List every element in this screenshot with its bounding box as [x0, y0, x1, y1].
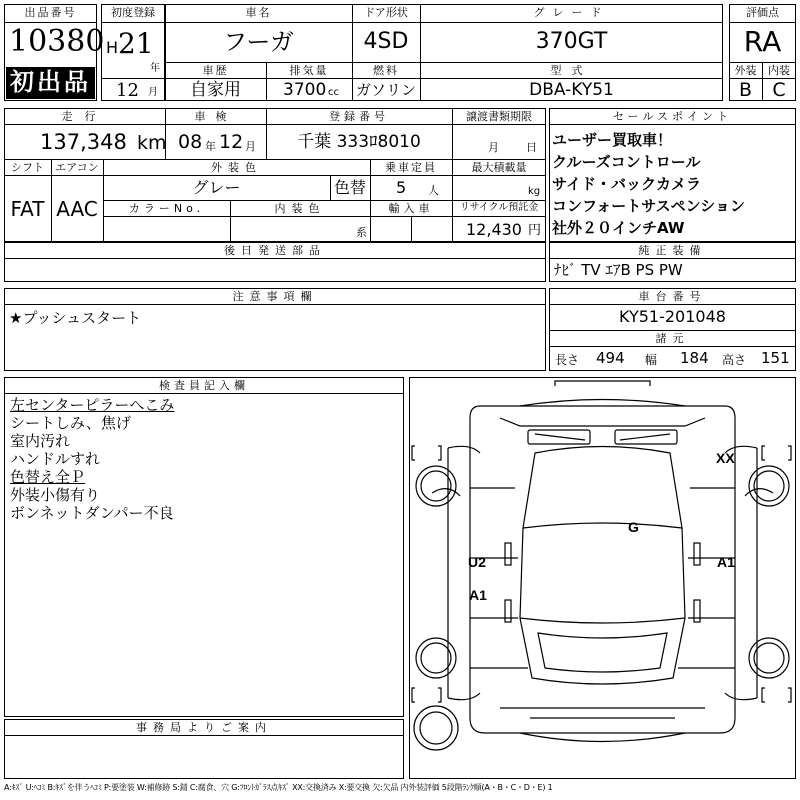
int-color-header: 内装色 [274, 202, 326, 215]
displacement-unit: cc [328, 87, 339, 98]
inspector-line: 色替え全Ｐ [10, 468, 86, 486]
aircon-header: エアコン [55, 161, 99, 174]
score-header: 評価点 [746, 6, 779, 19]
width-value: 184 [680, 349, 709, 367]
reg-year: 21 [118, 27, 154, 60]
first-listing-label: 初出品 [10, 68, 91, 96]
inspection-year: 08 [178, 131, 203, 153]
fuel: ガソリン [355, 81, 416, 99]
exterior-score: B [738, 79, 753, 101]
sales-point: クルーズコントロール [552, 153, 701, 171]
inspector-line: 外装小傷有り [10, 486, 101, 504]
recycle-unit: 円 [528, 223, 542, 238]
mark-left-rear-door: U2 [468, 554, 486, 570]
car-name: フーガ [223, 28, 294, 56]
color-no-header: カラーNo. [128, 202, 205, 215]
capacity-header: 乗車定員 [385, 161, 437, 174]
inspection-year-unit: 年 [205, 140, 216, 153]
sales-points-list [552, 129, 745, 239]
sales-points-header: セールスポイント [612, 110, 732, 123]
first-registration-header: 初度登録 [111, 6, 155, 19]
aircon-value: AAC [56, 197, 98, 221]
interior-score: C [772, 79, 786, 101]
door-header: ドア形状 [364, 6, 408, 19]
inspector-line: ハンドルすれ [10, 450, 101, 468]
reg-era: H [106, 38, 119, 57]
sales-point: 社外２０インチAW [552, 219, 685, 237]
exterior-header: 外装 [734, 64, 757, 77]
registration-header: 登録番号 [329, 110, 389, 123]
notes-header: 注意事項欄 [232, 290, 318, 303]
inspector-header: 検査員記入欄 [159, 379, 249, 392]
grade: 370GT [535, 29, 608, 54]
later-parts-header: 後日発送部品 [224, 244, 326, 257]
height-value: 151 [761, 349, 790, 367]
mileage-header: 走行 [61, 110, 108, 123]
displacement: 3700 [283, 80, 327, 100]
recycle-header: リサイクル預託金 [459, 202, 539, 213]
mark-body-center: G [628, 519, 639, 535]
sales-point: コンフォートサスペンション [552, 197, 745, 215]
chassis-number: KY51-201048 [619, 307, 726, 326]
office-notice-header: 事務局よりご案内 [136, 721, 272, 734]
color-change-label: 色替 [333, 178, 366, 197]
grade-header: グレード [533, 6, 610, 19]
mark-left-rear: A1 [469, 587, 487, 603]
displacement-header: 排気量 [289, 64, 329, 77]
history-header: 車歴 [202, 64, 229, 77]
int-color-unit: 系 [356, 226, 367, 239]
car-diagram [409, 377, 796, 779]
shift-value: FAT [10, 197, 45, 221]
inspection-header: 車検 [194, 110, 237, 123]
import-header: 輸入車 [388, 202, 434, 215]
capacity-value: 5 [396, 178, 407, 197]
inspector-line: 左センターピラーへこみ [10, 396, 175, 414]
model-code-header: 型式 [550, 64, 593, 77]
lot-number: 10380 [9, 24, 105, 59]
sales-point: サイド・バックカメラ [552, 175, 701, 193]
genuine-equipment-header: 純正装備 [638, 244, 707, 257]
reg-year-unit: 年 [150, 63, 160, 74]
mileage-unit: km [137, 132, 167, 154]
specs-header: 諸元 [655, 332, 690, 345]
ext-color-header: 外装色 [211, 161, 262, 174]
inspector-line: ボンネットダンパー不良 [10, 504, 174, 522]
notes-value: ★プッシュスタート [9, 309, 142, 327]
recycle-value: 12,430 [466, 220, 522, 239]
lot-number-header: 出品番号 [24, 6, 77, 19]
shift-header: シフト [11, 161, 44, 174]
reg-month-unit: 月 [148, 87, 158, 98]
interior-header: 内装 [768, 64, 790, 77]
inspector-line: 室内汚れ [10, 432, 71, 450]
sales-point: ユーザー買取車！ [552, 131, 673, 149]
inspection-month-unit: 月 [245, 140, 256, 153]
fuel-header: 燃料 [373, 64, 399, 77]
registration-number: 千葉 333ﾛ8010 [297, 132, 421, 152]
max-load-unit: kg [528, 186, 541, 197]
model-code: DBA-KY51 [529, 80, 614, 100]
car-name-header: 車名 [245, 6, 272, 19]
overall-score: RA [743, 25, 782, 58]
history: 自家用 [190, 80, 241, 100]
genuine-equipment-value: ﾅﾋﾞ TV ｴｱB PS PW [554, 261, 683, 279]
height-label: 高さ [722, 353, 747, 367]
mark-roof: XX [716, 450, 735, 466]
inspector-line: シートしみ、焦げ [10, 414, 131, 432]
legend: A:ｷｽﾞ U:ﾍｺﾐ B:ｷｽﾞを伴うﾍｺﾐ P:要塗装 W:補修跡 S:錆 C:腐食、穴 G:ﾌﾛﾝﾄｶﾞﾗｽ点ｷｽﾞ XX:交換済み X:要交換 欠:欠品 内外装評価 5段階ﾗﾝｸ順(A・B・C・D・E) 1 [4, 783, 553, 792]
transfer-day-unit: 日 [526, 141, 537, 154]
mileage-value: 137,348 [40, 130, 127, 154]
mark-right-door: A1 [717, 554, 735, 570]
ext-color-value: グレー [192, 178, 241, 197]
length-label: 長さ [555, 353, 580, 367]
inspection-month: 12 [219, 131, 244, 153]
max-load-header: 最大積載量 [471, 161, 527, 174]
transfer-header: 譲渡書類期限 [466, 110, 532, 123]
capacity-unit: 人 [428, 184, 439, 197]
reg-month: 12 [116, 80, 139, 101]
inspector-list [10, 396, 174, 522]
chassis-header: 車台番号 [638, 290, 707, 303]
length-value: 494 [596, 349, 625, 367]
width-label: 幅 [645, 353, 658, 367]
door-type: 4SD [363, 29, 409, 54]
transfer-month-unit: 月 [488, 141, 499, 154]
